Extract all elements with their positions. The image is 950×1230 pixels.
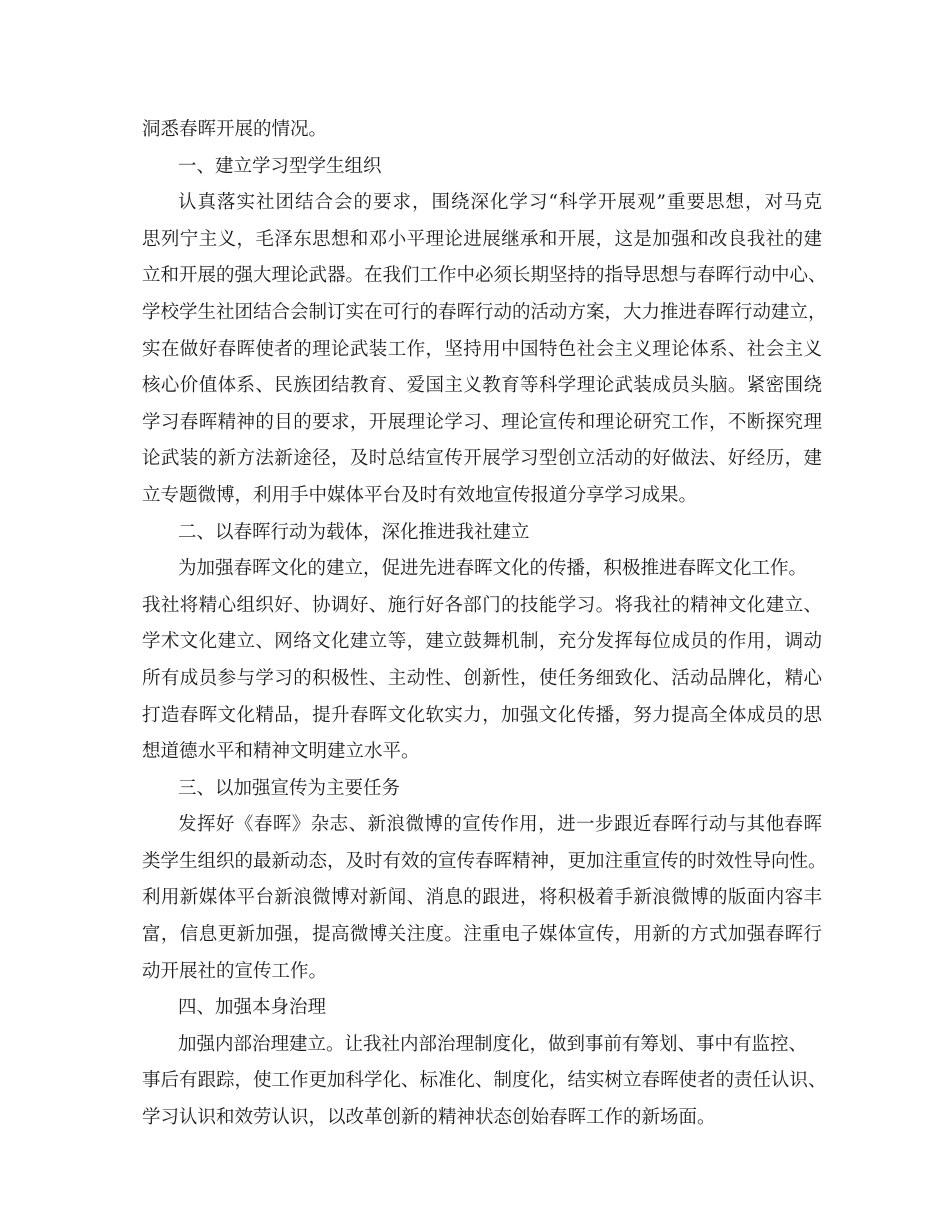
document-body bbox=[142, 112, 827, 1137]
text-line: 发挥好《春晖》杂志、新浪微博的宣传作用，进一步跟近春晖行动与其他春晖 bbox=[178, 814, 822, 836]
text-line: 学校学生社团结合会制订实在可行的春晖行动的活动方案，大力推进春晖行动建立， bbox=[142, 301, 827, 323]
text-line: 富，信息更新加强，提高微博关注度。注重电子媒体宣传，用新的方式加强春晖行 bbox=[142, 924, 822, 946]
text-line: 想道德水平和精神文明建立水平。 bbox=[142, 741, 420, 763]
text-line: 学术文化建立、网络文化建立等，建立鼓舞机制，充分发挥每位成员的作用，调动 bbox=[142, 631, 822, 653]
text-line: 类学生组织的最新动态，及时有效的宣传春晖精神，更加注重宣传的时效性导向性。 bbox=[142, 850, 827, 872]
text-line: 我社将精心组织好、协调好、施行好各部门的技能学习。将我社的精神文化建立、 bbox=[142, 594, 822, 616]
text-line: 论武装的新方法新途径，及时总结宣传开展学习型创立活动的好做法、好经历，建 bbox=[142, 448, 822, 470]
text-line: 核心价值体系、民族团结教育、爱国主义教育等科学理论武装成员头脑。紧密围绕 bbox=[142, 375, 822, 397]
text-line: 实在做好春晖使者的理论武装工作，坚持用中国特色社会主义理论体系、社会主义 bbox=[142, 338, 822, 360]
section-heading: 一、建立学习型学生组织 bbox=[178, 155, 382, 177]
text-line: 思列宁主义，毛泽东思想和邓小平理论进展继承和开展，这是加强和改良我社的建 bbox=[142, 228, 822, 250]
text-line: 动开展社的宣传工作。 bbox=[142, 960, 328, 982]
text-line: 利用新媒体平台新浪微博对新闻、消息的跟进，将积极着手新浪微博的版面内容丰 bbox=[142, 887, 822, 909]
section-heading: 二、以春晖行动为载体，深化推进我社建立 bbox=[178, 521, 530, 543]
section-heading: 三、以加强宣传为主要任务 bbox=[178, 777, 401, 799]
text-line: 事后有跟踪，使工作更加科学化、标准化、制度化，结实树立春晖使者的责任认识、 bbox=[142, 1070, 827, 1092]
text-line: 立和开展的强大理论武器。在我们工作中必须长期坚持的指导思想与春晖行动中心、 bbox=[142, 265, 827, 287]
text-line: 打造春晖文化精品，提升春晖文化软实力，加强文化传播，努力提高全体成员的思 bbox=[142, 704, 822, 726]
text-line: 学习认识和效劳认识，以改革创新的精神状态创始春晖工作的新场面。 bbox=[142, 1107, 716, 1129]
text-line: 学习春晖精神的目的要求，开展理论学习、理论宣传和理论研究工作，不断探究理 bbox=[142, 411, 822, 433]
text-line: 所有成员参与学习的积极性、主动性、创新性，使任务细致化、活动品牌化，精心 bbox=[142, 667, 822, 689]
text-line: 加强内部治理建立。让我社内部治理制度化，做到事前有筹划、事中有监控、 bbox=[178, 1033, 808, 1055]
text-line: 立专题微博，利用手中媒体平台及时有效地宣传报道分享学习成果。 bbox=[142, 484, 698, 506]
section-heading: 四、加强本身治理 bbox=[178, 997, 327, 1019]
text-line: 认真落实社团结合会的要求，围绕深化学习“科学开展观”重要思想，对马克 bbox=[178, 192, 822, 214]
text-line: 为加强春晖文化的建立，促进先进春晖文化的传播，积极推进春晖文化工作。 bbox=[178, 558, 808, 580]
text-line: 洞悉春晖开展的情况。 bbox=[142, 119, 328, 140]
